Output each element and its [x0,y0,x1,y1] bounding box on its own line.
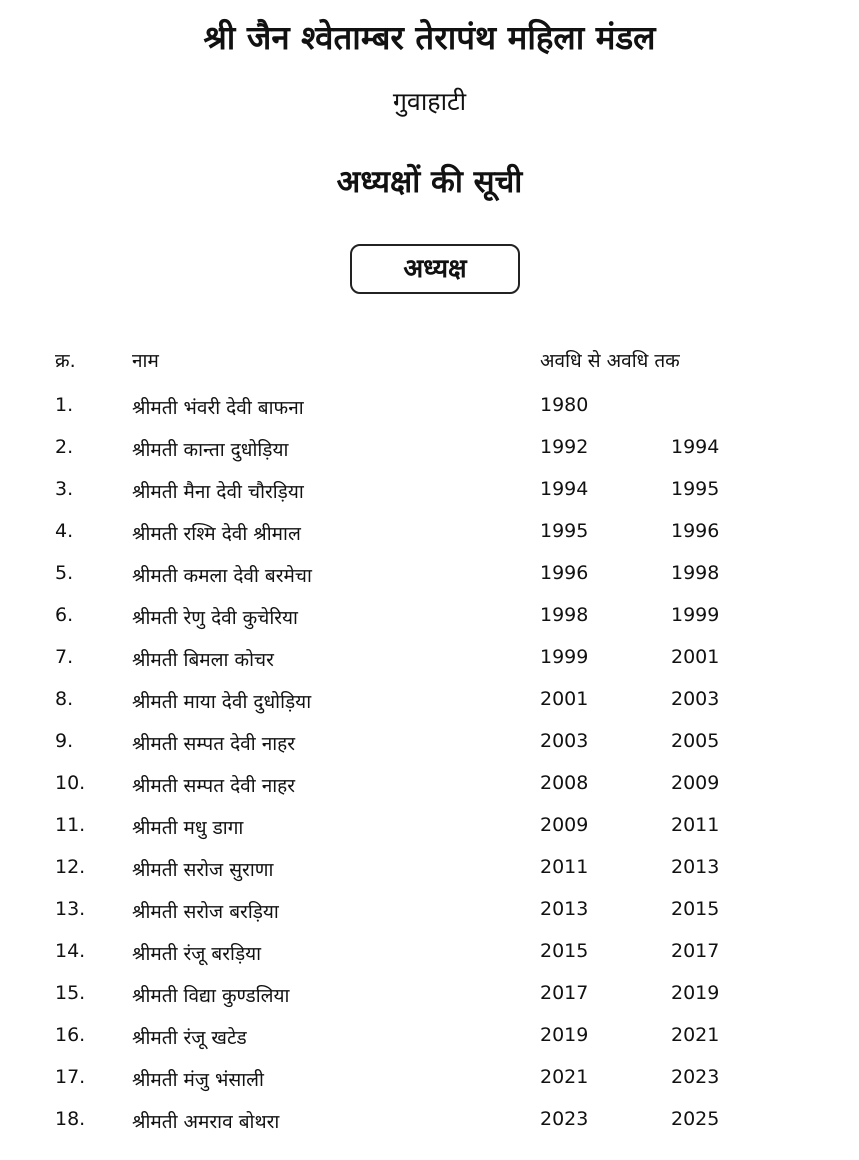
table-row [0,772,859,812]
row-number: 5. [55,562,74,584]
term-start-year: 1992 [540,436,589,458]
term-start-year: 2003 [540,730,589,752]
term-end-year: 1998 [671,562,720,584]
row-number: 17. [55,1066,86,1088]
term-start-year: 2001 [540,688,589,710]
column-header-period: अवधि से अवधि तक [540,350,680,372]
term-start-year: 2013 [540,898,589,920]
row-number: 18. [55,1108,86,1130]
term-end-year: 1994 [671,436,720,458]
row-number: 14. [55,940,86,962]
term-start-year: 1994 [540,478,589,500]
term-start-year: 2015 [540,940,589,962]
term-start-year: 1980 [540,394,589,416]
table-row [0,394,859,434]
president-name: श्रीमती बिमला कोचर [132,649,274,671]
president-name: श्रीमती कमला देवी बरमेचा [132,565,312,587]
term-end-year: 2005 [671,730,720,752]
term-end-year: 2009 [671,772,720,794]
term-end-year: 2017 [671,940,720,962]
table-row [0,436,859,476]
table-row [0,982,859,1022]
president-name: श्रीमती अमराव बोथरा [132,1111,280,1133]
president-name: श्रीमती रंजू खटेड [132,1027,247,1049]
term-end-year: 2001 [671,646,720,668]
term-start-year: 2009 [540,814,589,836]
term-start-year: 1999 [540,646,589,668]
table-row [0,520,859,560]
term-end-year: 2019 [671,982,720,1004]
row-number: 11. [55,814,86,836]
row-number: 4. [55,520,74,542]
term-end-year: 2011 [671,814,720,836]
table-row [0,688,859,728]
table-row [0,1108,859,1148]
column-header-number: क्र. [55,350,76,372]
row-number: 8. [55,688,74,710]
term-end-year: 1996 [671,520,720,542]
term-start-year: 2011 [540,856,589,878]
list-title: अध्यक्षों की सूची [336,164,523,200]
term-start-year: 1996 [540,562,589,584]
table-row [0,562,859,602]
row-number: 10. [55,772,86,794]
term-start-year: 2017 [540,982,589,1004]
president-name: श्रीमती रश्मि देवी श्रीमाल [132,523,301,545]
row-number: 15. [55,982,86,1004]
term-end-year: 2021 [671,1024,720,1046]
row-number: 2. [55,436,74,458]
row-number: 13. [55,898,86,920]
table-row [0,1024,859,1064]
row-number: 3. [55,478,74,500]
president-name: श्रीमती रंजू बरड़िया [132,943,262,965]
column-header-name: नाम [132,350,159,372]
term-start-year: 2008 [540,772,589,794]
table-row [0,856,859,896]
president-name: श्रीमती मंजु भंसाली [132,1069,264,1091]
president-name: श्रीमती कान्ता दुधोड़िया [132,439,289,461]
row-number: 16. [55,1024,86,1046]
table-row [0,940,859,980]
president-name: श्रीमती माया देवी दुधोड़िया [132,691,312,713]
president-name: श्रीमती विद्या कुण्डलिया [132,985,290,1007]
term-end-year: 1999 [671,604,720,626]
term-end-year: 2003 [671,688,720,710]
president-name: श्रीमती सरोज सुराणा [132,859,274,881]
row-number: 12. [55,856,86,878]
term-end-year: 1995 [671,478,720,500]
president-name: श्रीमती सरोज बरड़िया [132,901,279,923]
section-label-box: अध्यक्ष [350,244,520,294]
term-start-year: 1998 [540,604,589,626]
president-name: श्रीमती भंवरी देवी बाफना [132,397,304,419]
term-start-year: 2021 [540,1066,589,1088]
row-number: 7. [55,646,74,668]
term-start-year: 1995 [540,520,589,542]
table-row [0,1066,859,1106]
table-row [0,898,859,938]
term-start-year: 2023 [540,1108,589,1130]
row-number: 1. [55,394,74,416]
city-name: गुवाहाटी [392,87,467,116]
president-name: श्रीमती सम्पत देवी नाहर [132,775,296,797]
president-name: श्रीमती सम्पत देवी नाहर [132,733,296,755]
president-name: श्रीमती मधु डागा [132,817,244,839]
term-end-year: 2023 [671,1066,720,1088]
term-start-year: 2019 [540,1024,589,1046]
row-number: 9. [55,730,74,752]
term-end-year: 2025 [671,1108,720,1130]
term-end-year: 2015 [671,898,720,920]
row-number: 6. [55,604,74,626]
table-row [0,646,859,686]
president-name: श्रीमती रेणु देवी कुचेरिया [132,607,298,629]
table-row [0,814,859,854]
president-name: श्रीमती मैना देवी चौरड़िया [132,481,304,503]
term-end-year: 2013 [671,856,720,878]
table-row [0,604,859,644]
organization-title: श्री जैन श्वेताम्बर तेरापंथ महिला मंडल [203,18,656,57]
table-row [0,730,859,770]
table-row [0,478,859,518]
